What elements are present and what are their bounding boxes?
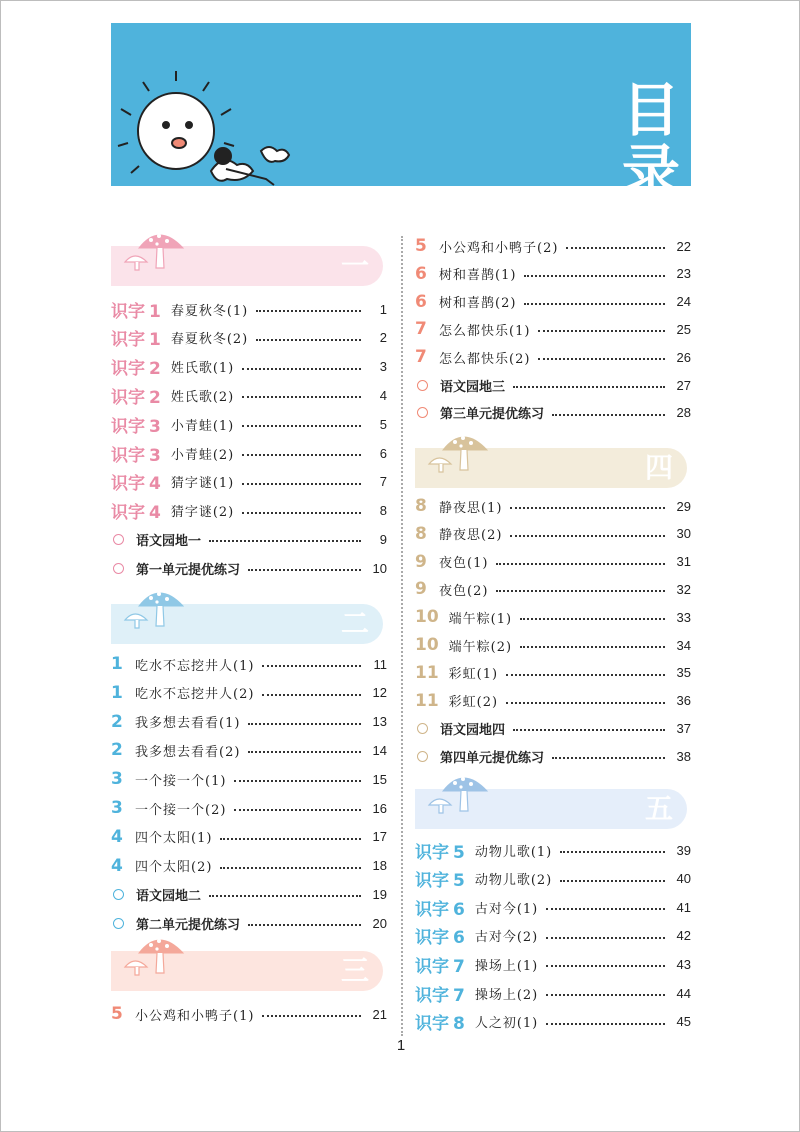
page-ref: 30	[676, 526, 691, 542]
toc-entry[interactable]	[415, 575, 691, 603]
page-ref: 18	[372, 858, 387, 874]
page-number: 1	[396, 1037, 406, 1054]
lesson-index: 8	[453, 1014, 465, 1035]
leader-dots	[242, 454, 361, 456]
page-ref: 32	[676, 581, 691, 597]
toc-entry[interactable]	[111, 679, 387, 707]
entry-title: 语文园地三	[440, 379, 506, 395]
toc-entry[interactable]	[415, 343, 691, 371]
page-ref: 10	[372, 560, 387, 576]
lesson-prefix: 识字	[111, 445, 145, 466]
leader-dots	[248, 723, 361, 725]
entry-title: 彩虹(2)	[448, 695, 499, 711]
page-ref: 21	[372, 1006, 387, 1022]
title-char-1: 目	[621, 76, 680, 144]
toc-entry[interactable]	[415, 260, 691, 288]
leader-dots	[513, 729, 665, 731]
page-ref: 39	[676, 842, 691, 858]
leader-dots	[262, 694, 361, 696]
lesson-prefix: 识字	[415, 1014, 449, 1035]
toc-entry[interactable]	[415, 492, 691, 520]
page-ref: 43	[676, 956, 691, 972]
toc-entry[interactable]	[415, 232, 691, 260]
lesson-index: 3	[149, 445, 161, 466]
leader-dots	[546, 1023, 665, 1025]
lesson-number: 11	[415, 662, 439, 683]
lesson-index: 4	[149, 503, 161, 524]
entry-title: 树和喜鹊(2)	[439, 296, 517, 312]
section-number: 一	[340, 249, 369, 282]
lesson-number	[111, 297, 161, 322]
toc-entry[interactable]	[111, 736, 387, 764]
toc-entry[interactable]	[415, 1008, 691, 1036]
page-ref: 36	[676, 693, 691, 709]
page-ref: 12	[372, 685, 387, 701]
page-ref: 44	[676, 985, 691, 1001]
page-ref: 34	[676, 637, 691, 653]
leader-dots	[220, 867, 361, 869]
leader-dots	[242, 512, 361, 514]
lesson-index: 3	[149, 416, 161, 437]
toc-entry[interactable]	[415, 371, 691, 399]
leader-dots	[242, 396, 361, 398]
toc-entry[interactable]	[415, 659, 691, 687]
lesson-prefix: 识字	[111, 387, 145, 408]
bullet-circle-icon	[417, 407, 428, 418]
lesson-index: 1	[149, 301, 161, 322]
page-ref: 28	[676, 405, 691, 421]
leader-dots	[256, 339, 361, 341]
entry-title: 语文园地一	[136, 533, 202, 549]
lesson-prefix: 识字	[415, 842, 449, 863]
page-ref: 1	[379, 301, 387, 317]
toc-entry[interactable]	[415, 315, 691, 343]
toc-entry[interactable]	[415, 603, 691, 631]
lesson-number	[415, 1009, 465, 1034]
page-ref: 7	[379, 474, 387, 490]
toc-entry[interactable]	[111, 497, 387, 525]
bullet-circle-icon	[113, 534, 124, 545]
lesson-number: 4	[111, 855, 123, 876]
lesson-number: 5	[415, 236, 427, 256]
toc-entry[interactable]	[111, 880, 387, 908]
toc-entry[interactable]	[415, 922, 691, 950]
entry-title: 吃水不忘挖井人(1)	[135, 658, 255, 674]
toc-entry[interactable]	[415, 979, 691, 1007]
leader-dots	[220, 838, 361, 840]
lesson-number: 8	[415, 523, 427, 544]
leader-dots	[234, 809, 361, 811]
entry-title: 操场上(2)	[474, 987, 539, 1003]
leader-dots	[242, 368, 361, 370]
lesson-prefix: 识字	[111, 474, 145, 495]
lesson-number	[111, 383, 161, 408]
lesson-number	[415, 838, 465, 863]
leader-dots	[546, 965, 665, 967]
lesson-prefix: 识字	[415, 871, 449, 892]
column-divider	[401, 236, 403, 1036]
page-ref: 45	[676, 1014, 691, 1030]
title-char-2: 录	[621, 138, 680, 206]
page-ref: 37	[676, 720, 691, 736]
entry-title: 小青蛙(1)	[170, 418, 235, 434]
lesson-prefix: 识字	[111, 301, 145, 322]
leader-dots	[524, 275, 665, 277]
leader-dots	[248, 924, 361, 926]
toc-entry[interactable]	[111, 554, 387, 582]
toc-entry[interactable]	[111, 708, 387, 736]
toc-entry[interactable]	[415, 893, 691, 921]
lesson-number: 2	[111, 711, 123, 732]
leader-dots	[496, 563, 665, 565]
page-ref: 13	[372, 714, 387, 730]
section-number: 二	[340, 607, 369, 640]
toc-entry[interactable]	[111, 765, 387, 793]
page-ref: 19	[372, 886, 387, 902]
lesson-index: 7	[453, 985, 465, 1006]
entry-title: 端午粽(2)	[448, 639, 513, 655]
entry-title: 春夏秋冬(2)	[170, 332, 249, 348]
page-ref: 11	[373, 656, 387, 672]
toc-entry[interactable]	[415, 714, 691, 742]
entry-title: 第二单元提优练习	[136, 917, 241, 933]
lesson-number: 3	[111, 769, 123, 790]
lesson-prefix: 识字	[111, 330, 145, 351]
entry-title: 动物儿歌(1)	[474, 844, 553, 860]
leader-dots	[242, 425, 361, 427]
page-ref: 25	[676, 321, 691, 337]
lesson-number: 9	[415, 551, 427, 572]
page-ref: 5	[379, 416, 387, 432]
toc-entry[interactable]	[415, 687, 691, 715]
lesson-number: 1	[111, 682, 123, 703]
page-ref: 38	[676, 748, 691, 764]
lesson-number	[111, 441, 161, 466]
page-ref: 2	[379, 330, 387, 346]
entry-title: 小青蛙(2)	[170, 447, 235, 463]
toc-entry[interactable]	[415, 836, 691, 864]
toc-entry[interactable]	[415, 742, 691, 770]
lesson-number: 11	[415, 690, 439, 711]
toc-entry[interactable]	[415, 288, 691, 316]
entry-title: 树和喜鹊(1)	[439, 268, 517, 284]
leader-dots	[506, 702, 665, 704]
lesson-number	[415, 866, 465, 891]
mushroom-icon	[119, 584, 189, 634]
page-ref: 41	[676, 899, 691, 915]
leader-dots	[496, 590, 665, 592]
lesson-number	[111, 325, 161, 350]
lesson-index: 2	[149, 387, 161, 408]
entry-title: 四个太阳(1)	[135, 831, 213, 847]
toc-entry[interactable]	[111, 381, 387, 409]
entry-title: 吃水不忘挖井人(2)	[135, 687, 255, 703]
lesson-number	[415, 952, 465, 977]
page-ref: 15	[372, 771, 387, 787]
leader-dots	[513, 386, 665, 388]
toc-entry[interactable]	[111, 468, 387, 496]
entry-title: 静夜思(2)	[439, 528, 503, 544]
leader-dots	[552, 414, 665, 416]
page-ref: 17	[372, 829, 387, 845]
page-ref: 22	[676, 238, 691, 254]
lesson-prefix: 识字	[111, 503, 145, 524]
lesson-prefix: 识字	[415, 899, 449, 920]
lesson-number: 10	[415, 607, 439, 628]
toc-entry[interactable]	[415, 520, 691, 548]
entry-title: 夜色(2)	[439, 583, 489, 599]
toc-entry[interactable]	[111, 324, 387, 352]
lesson-number	[415, 981, 465, 1006]
leader-dots	[248, 569, 361, 571]
lesson-number	[415, 895, 465, 920]
page-ref: 16	[372, 800, 387, 816]
page-ref: 40	[676, 871, 691, 887]
entry-title: 操场上(1)	[474, 958, 539, 974]
leader-dots	[234, 780, 361, 782]
page-ref: 31	[676, 554, 691, 570]
leader-dots	[262, 1015, 361, 1017]
section-number: 三	[340, 954, 369, 987]
toc-entry[interactable]	[111, 650, 387, 678]
lesson-prefix: 识字	[415, 985, 449, 1006]
page-ref: 20	[372, 915, 387, 931]
lesson-index: 4	[149, 474, 161, 495]
entry-title: 我多想去看看(1)	[135, 716, 241, 732]
page-ref: 33	[676, 609, 691, 625]
leader-dots	[209, 895, 361, 897]
entry-title: 猜字谜(1)	[170, 476, 235, 492]
lesson-number: 1	[111, 654, 123, 674]
mushroom-icon	[423, 428, 493, 478]
entry-title: 第四单元提优练习	[440, 750, 545, 766]
mushroom-icon	[119, 226, 189, 276]
page-ref: 14	[372, 742, 387, 758]
lesson-number	[415, 923, 465, 948]
entry-title: 我多想去看看(2)	[135, 744, 241, 760]
lesson-prefix: 识字	[415, 956, 449, 977]
entry-title: 姓氏歌(1)	[170, 361, 235, 377]
entry-title: 古对今(2)	[474, 930, 539, 946]
page-ref: 42	[676, 928, 691, 944]
leader-dots	[546, 908, 665, 910]
lesson-number: 8	[415, 496, 427, 516]
toc-entry[interactable]	[111, 1000, 387, 1028]
entry-title: 小公鸡和小鸭子(2)	[439, 240, 559, 256]
page-ref: 26	[676, 349, 691, 365]
page-ref: 9	[379, 531, 387, 547]
lesson-prefix: 识字	[415, 928, 449, 949]
lesson-number	[111, 354, 161, 379]
entry-title: 静夜思(1)	[439, 500, 503, 516]
leader-dots	[248, 751, 361, 753]
toc-entry[interactable]	[415, 865, 691, 893]
bullet-circle-icon	[417, 723, 428, 734]
page-ref: 29	[676, 498, 691, 514]
entry-title: 怎么都快乐(1)	[439, 323, 531, 339]
leader-dots	[256, 310, 361, 312]
lesson-index: 6	[453, 928, 465, 949]
toc-entry[interactable]	[415, 631, 691, 659]
lesson-index: 1	[149, 330, 161, 351]
lesson-number: 10	[415, 635, 439, 655]
mushroom-icon	[119, 931, 189, 981]
lesson-index: 7	[453, 956, 465, 977]
toc-entry[interactable]	[111, 794, 387, 822]
lesson-index: 5	[453, 842, 465, 863]
lesson-number: 7	[415, 319, 427, 340]
leader-dots	[209, 540, 361, 542]
entry-title: 一个接一个(1)	[135, 773, 227, 789]
page-ref: 3	[379, 359, 387, 375]
entry-title: 四个太阳(2)	[135, 860, 213, 876]
leader-dots	[538, 330, 665, 332]
lesson-number	[111, 498, 161, 523]
lesson-number	[111, 412, 161, 437]
leader-dots	[524, 303, 665, 305]
entry-title: 动物儿歌(2)	[474, 873, 553, 889]
sun-kid-illustration	[111, 51, 311, 211]
entry-title: 第三单元提优练习	[440, 407, 545, 423]
leader-dots	[560, 851, 665, 853]
toc-entry[interactable]	[415, 950, 691, 978]
mushroom-icon	[423, 769, 493, 819]
toc-entry[interactable]	[415, 399, 691, 427]
leader-dots	[510, 535, 665, 537]
entry-title: 猜字谜(2)	[170, 505, 235, 521]
lesson-number: 2	[111, 740, 123, 761]
lesson-prefix: 识字	[111, 359, 145, 380]
leader-dots	[520, 646, 665, 648]
page-ref: 4	[379, 387, 387, 403]
leader-dots	[520, 618, 665, 620]
leader-dots	[506, 674, 665, 676]
entry-title: 第一单元提优练习	[136, 562, 241, 578]
lesson-index: 6	[453, 899, 465, 920]
section-number: 五	[644, 792, 673, 825]
toc-entry[interactable]	[111, 525, 387, 553]
entry-title: 春夏秋冬(1)	[170, 303, 249, 319]
leader-dots	[552, 757, 665, 759]
entry-title: 小公鸡和小鸭子(1)	[135, 1008, 255, 1024]
bullet-circle-icon	[417, 751, 428, 762]
lesson-number: 9	[415, 579, 427, 600]
bullet-circle-icon	[113, 918, 124, 929]
entry-title: 怎么都快乐(2)	[439, 351, 531, 367]
entry-title: 人之初(1)	[474, 1016, 539, 1032]
page-ref: 24	[676, 294, 691, 310]
bullet-circle-icon	[417, 380, 428, 391]
toc-entry[interactable]	[111, 410, 387, 438]
toc-entry[interactable]	[415, 548, 691, 576]
entry-title: 古对今(1)	[474, 901, 539, 917]
page-ref: 6	[379, 445, 387, 461]
lesson-index: 2	[149, 359, 161, 380]
toc-entry[interactable]	[111, 353, 387, 381]
lesson-number: 3	[111, 798, 123, 818]
section-number: 四	[644, 451, 673, 484]
toc-entry[interactable]	[111, 295, 387, 323]
entry-title: 彩虹(1)	[448, 667, 499, 683]
leader-dots	[510, 507, 665, 509]
page-ref: 23	[676, 266, 691, 282]
entry-title: 端午粽(1)	[448, 611, 513, 627]
page-ref: 35	[676, 665, 691, 681]
lesson-index: 5	[453, 871, 465, 892]
lesson-number: 6	[415, 291, 427, 312]
lesson-number: 6	[415, 263, 427, 284]
bullet-circle-icon	[113, 889, 124, 900]
bullet-circle-icon	[113, 563, 124, 574]
entry-title: 语文园地二	[136, 888, 202, 904]
page-ref: 27	[676, 377, 691, 393]
entry-title: 夜色(1)	[439, 556, 489, 572]
leader-dots	[538, 358, 665, 360]
toc-entry[interactable]	[111, 852, 387, 880]
leader-dots	[262, 665, 361, 667]
leader-dots	[546, 937, 665, 939]
lesson-number: 4	[111, 826, 123, 847]
entry-title: 语文园地四	[440, 722, 506, 738]
lesson-number: 5	[111, 1004, 123, 1024]
leader-dots	[566, 247, 665, 249]
page-title	[615, 76, 687, 206]
entry-title: 姓氏歌(2)	[170, 389, 235, 405]
entry-title: 一个接一个(2)	[135, 802, 227, 818]
page-ref: 8	[379, 503, 387, 519]
toc-entry[interactable]	[111, 823, 387, 851]
lesson-number	[111, 469, 161, 494]
toc-entry[interactable]	[111, 439, 387, 467]
leader-dots	[560, 880, 665, 882]
lesson-prefix: 识字	[111, 416, 145, 437]
leader-dots	[242, 483, 361, 485]
lesson-number: 7	[415, 347, 427, 368]
leader-dots	[546, 994, 665, 996]
